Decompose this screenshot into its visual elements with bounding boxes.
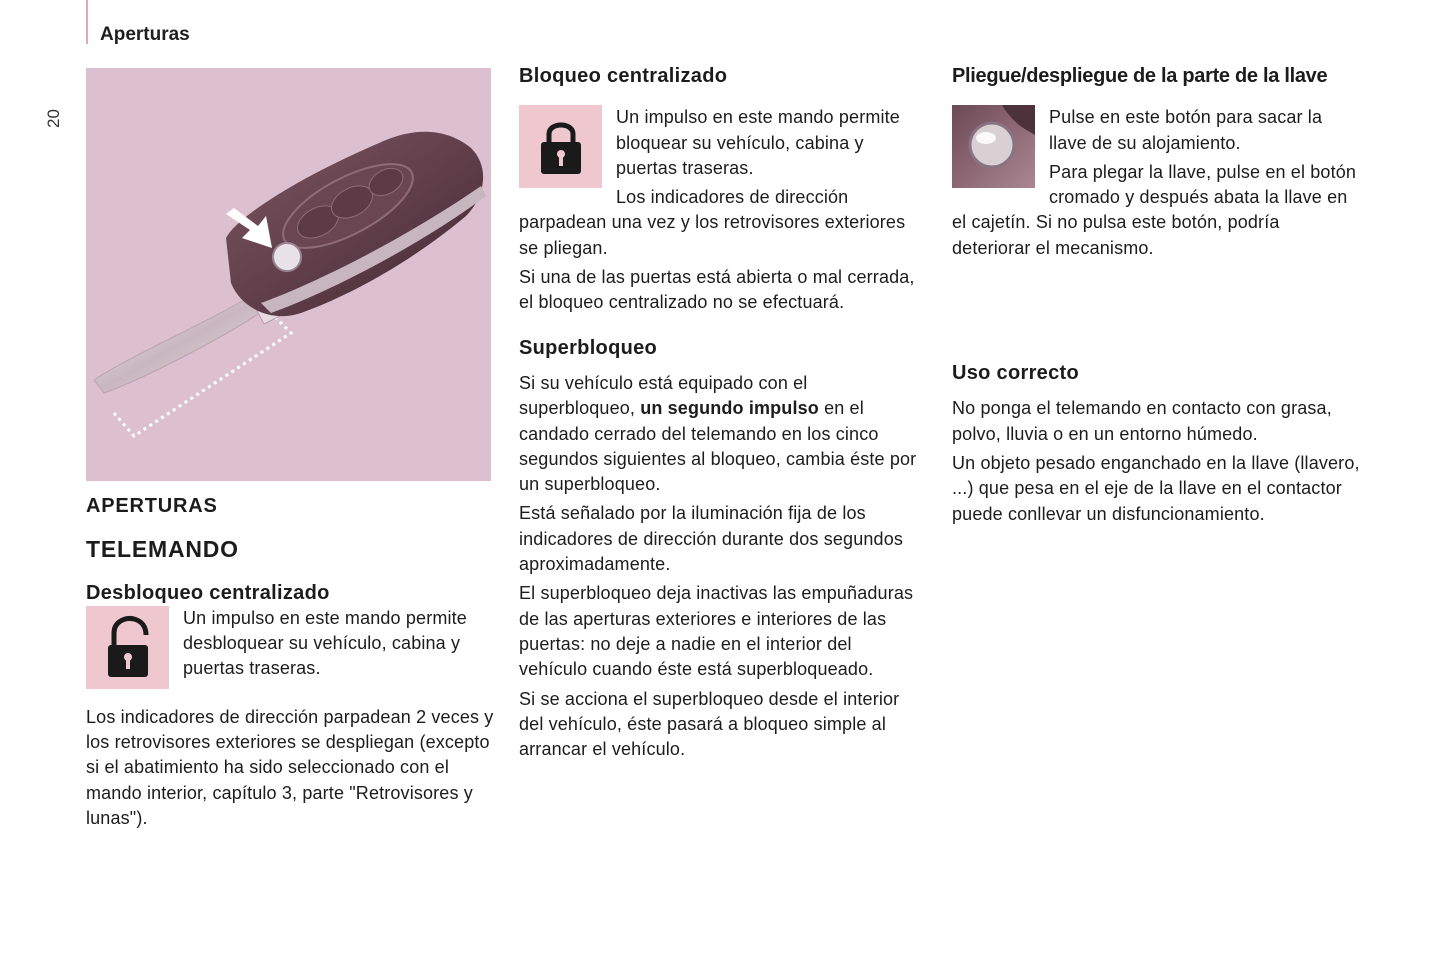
unlock-text-2: Los indicadores de dirección parpadean 2 veces y los retrovisores exteriores se despliegan (excepto si el abatimiento ha sido seleccionado con el mando interior, capítulo 3, parte "Retrovisores y lunas"). [86, 706, 494, 829]
section-title: Aperturas [100, 24, 190, 45]
fold-heading: Pliegue/despliegue de la parte de la llave [952, 65, 1328, 87]
unlock-block [86, 606, 494, 693]
unlock-heading: Desbloqueo centralizado [86, 581, 330, 604]
closed-padlock-icon [539, 118, 583, 176]
superlock-text-3: El superbloqueo deja inactivas las empuñaduras de las aperturas exteriores e interiores de las puertas: no deje a nadie en el interior del vehículo cuando éste está superbloqueado. [519, 583, 914, 680]
unlock-icon [86, 606, 169, 689]
lock-text-3: Si una de las puertas está abierta o mal cerrada, el bloqueo centralizado no se efectuará. [519, 267, 915, 313]
key-blade [94, 296, 264, 393]
superlock-emphasis: un segundo impulso [640, 398, 819, 419]
chrome-fold-button [273, 243, 301, 271]
superlock-heading: Superbloqueo [519, 336, 658, 359]
open-padlock-icon [106, 615, 150, 679]
fold-text-2: Para plegar la llave, pulse en el botón cromado y después abata la llave en el cajetín. Si no pulsa este botón, podría deteriorar el mecanismo. [952, 161, 1357, 258]
superlock-text-4: Si se acciona el superbloqueo desde el interior del vehículo, éste pasará a bloqueo simple al arrancar el vehículo. [519, 688, 900, 760]
usage-text-1: No ponga el telemando en contacto con grasa, polvo, lluvia o en un entorno húmedo. [952, 398, 1332, 444]
page-number: 20 [44, 109, 63, 128]
chrome-button-photo [952, 105, 1035, 188]
key-remote-svg [86, 68, 491, 481]
usage-heading: Uso correcto [952, 362, 1079, 385]
lock-text-2: Los indicadores de dirección parpadean una vez y los retrovisores exteriores se pliegan. [519, 187, 906, 258]
superlock-text-1: Si su vehículo está equipado con el superbloqueo, un segundo impulso en el candado cerrado del telemando en los cinco segundos siguientes al bloqueo, cambia éste por un superbloqueo. [519, 372, 917, 495]
column-3 [952, 64, 1362, 531]
chrome-button-icon [952, 105, 1035, 188]
column-1 [86, 494, 494, 835]
key-remote-illustration [86, 68, 491, 481]
usage-text-2: Un objeto pesado enganchado en la llave (llavero, ...) que pesa en el eje de la llave en el contactor puede conllevar un disfuncionamiento. [952, 452, 1360, 524]
superlock-text-2: Está señalado por la iluminación fija de los indicadores de dirección durante dos segundos aproximadamente. [519, 503, 904, 575]
lock-text-1: Un impulso en este mando permite bloquear su vehículo, cabina y puertas traseras. [616, 107, 900, 178]
lock-icon [519, 105, 602, 188]
heading-telemando: TELEMANDO [86, 536, 239, 563]
heading-aperturas: APERTURAS [86, 495, 218, 517]
column-2 [519, 64, 919, 766]
header-accent-bar [86, 0, 88, 44]
fold-text-1: Pulse en este botón para sacar la llave de su alojamiento. [1049, 107, 1323, 153]
unlock-text: Un impulso en este mando permite desbloquear su vehículo, cabina y puertas traseras. [183, 607, 467, 679]
lock-heading: Bloqueo centralizado [519, 65, 728, 87]
